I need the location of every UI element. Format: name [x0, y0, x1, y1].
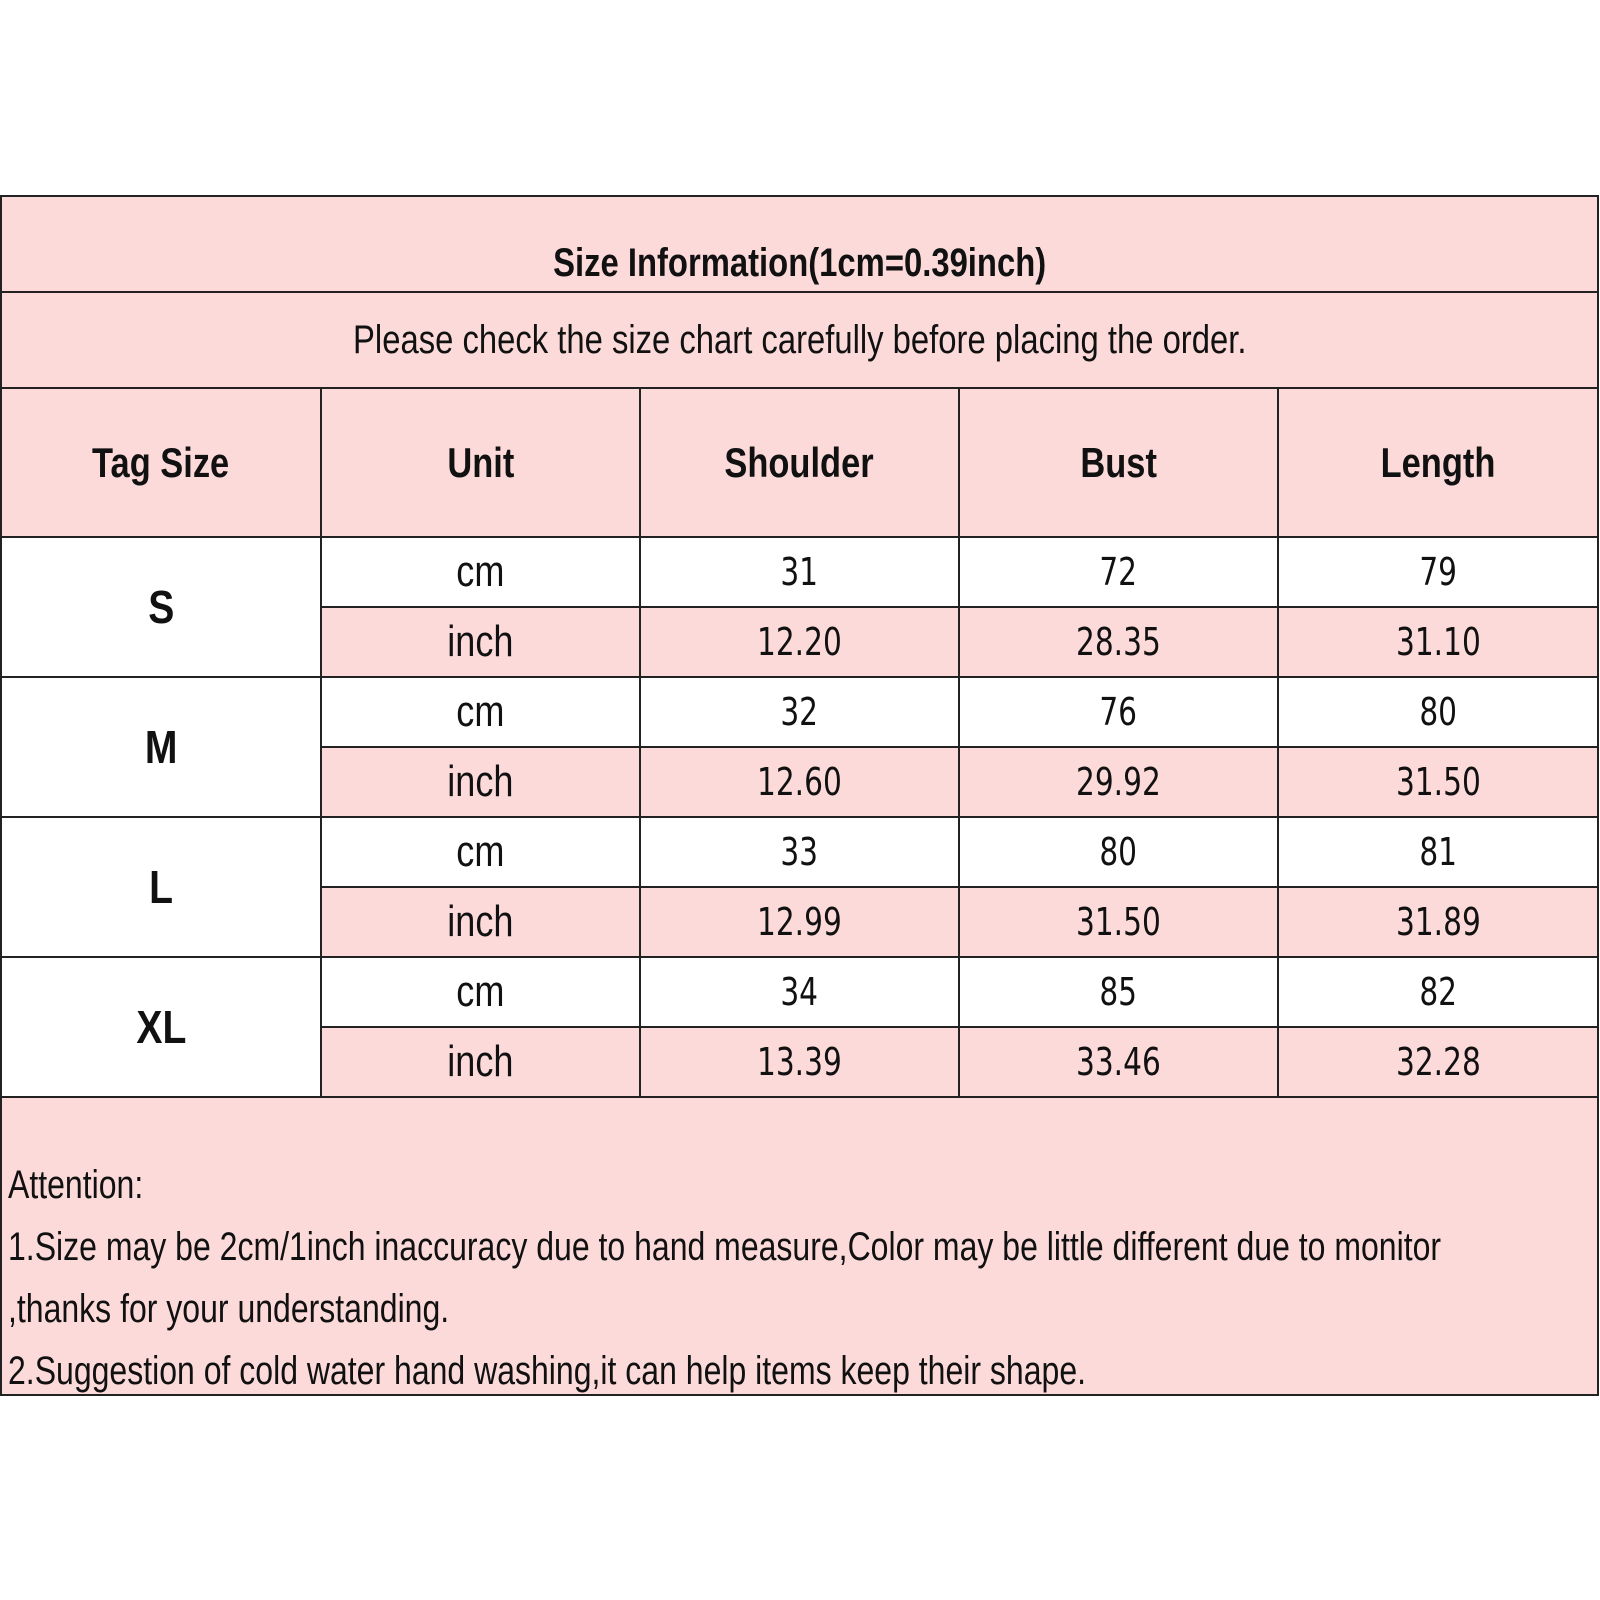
shoulder-cell: 12.20 [640, 607, 959, 677]
bust-cell: 33.46 [959, 1027, 1278, 1097]
tag-size-cell: S [2, 537, 321, 677]
length-cell: 32.28 [1278, 1027, 1597, 1097]
unit-cell: cm [321, 677, 640, 747]
bust-cell: 28.35 [959, 607, 1278, 677]
header-unit: Unit [321, 389, 640, 537]
length-cell: 81 [1278, 817, 1597, 887]
header-shoulder: Shoulder [640, 389, 959, 537]
header-length: Length [1278, 389, 1597, 537]
tag-size-cell: XL [2, 957, 321, 1097]
bust-cell: 29.92 [959, 747, 1278, 817]
unit-cell: cm [321, 537, 640, 607]
bust-cell: 85 [959, 957, 1278, 1027]
table-row [2, 537, 1597, 607]
length-cell: 79 [1278, 537, 1597, 607]
bust-cell: 80 [959, 817, 1278, 887]
table-row [2, 957, 1597, 1027]
unit-cell: inch [321, 1027, 640, 1097]
shoulder-cell: 34 [640, 957, 959, 1027]
length-cell: 31.50 [1278, 747, 1597, 817]
size-chart [0, 195, 1599, 1396]
table-row [2, 677, 1597, 747]
unit-cell: cm [321, 817, 640, 887]
bust-cell: 72 [959, 537, 1278, 607]
tag-size-cell: L [2, 817, 321, 957]
shoulder-cell: 33 [640, 817, 959, 887]
length-cell: 80 [1278, 677, 1597, 747]
tag-size-cell: M [2, 677, 321, 817]
note-line-2: ,thanks for your understanding. [8, 1287, 450, 1331]
notes-heading: Attention: [8, 1163, 144, 1207]
table-row [2, 817, 1597, 887]
title-band [2, 197, 1597, 293]
bust-cell: 76 [959, 677, 1278, 747]
shoulder-cell: 32 [640, 677, 959, 747]
subtitle: Please check the size chart carefully before placing the order. [352, 317, 1247, 362]
length-cell: 31.89 [1278, 887, 1597, 957]
table-header-row [2, 389, 1597, 537]
subtitle-band [2, 293, 1597, 389]
shoulder-cell: 12.60 [640, 747, 959, 817]
note-line-3: 2.Suggestion of cold water hand washing,it can help items keep their shape. [8, 1349, 1086, 1393]
shoulder-cell: 12.99 [640, 887, 959, 957]
attention-notes [2, 1098, 1597, 1396]
length-cell: 31.10 [1278, 607, 1597, 677]
bust-cell: 31.50 [959, 887, 1278, 957]
unit-cell: inch [321, 607, 640, 677]
size-table [2, 389, 1597, 1098]
unit-cell: inch [321, 747, 640, 817]
header-tag-size: Tag Size [2, 389, 321, 537]
header-bust: Bust [959, 389, 1278, 537]
length-cell: 82 [1278, 957, 1597, 1027]
page-title: Size Information(1cm=0.39inch) [552, 240, 1047, 285]
unit-cell: cm [321, 957, 640, 1027]
shoulder-cell: 31 [640, 537, 959, 607]
shoulder-cell: 13.39 [640, 1027, 959, 1097]
note-line-1: 1.Size may be 2cm/1inch inaccuracy due to hand measure,Color may be little different due to monitor [8, 1225, 1442, 1269]
unit-cell: inch [321, 887, 640, 957]
